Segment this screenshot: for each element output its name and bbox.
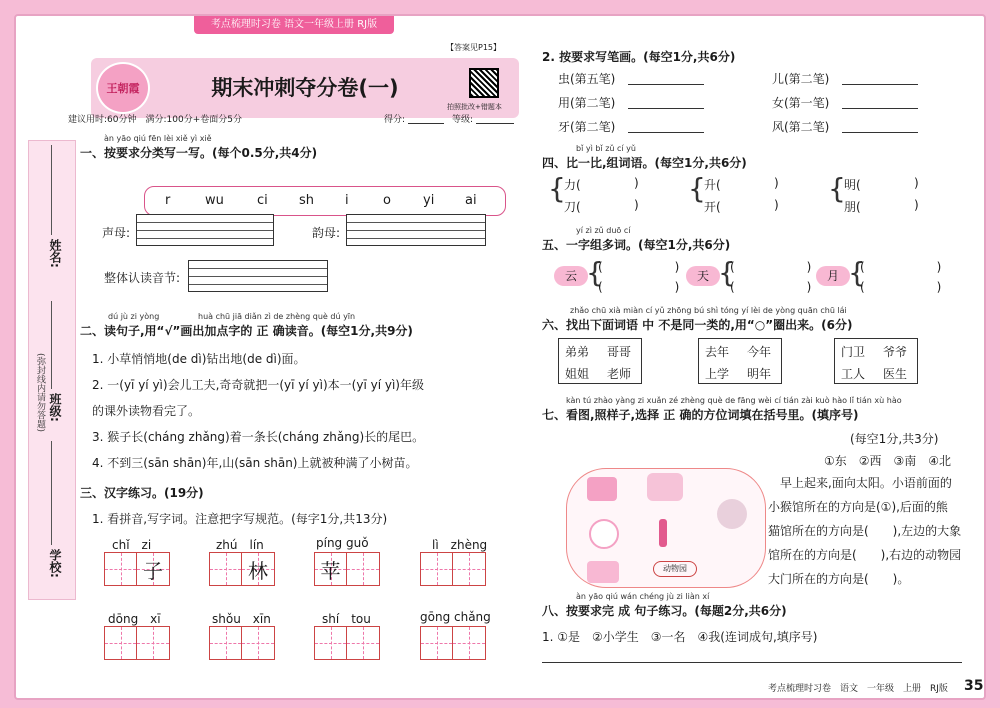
- girl-figure: [659, 519, 667, 547]
- word-item[interactable]: 今年: [747, 345, 772, 359]
- q7-line-5: 大门所在的方向是( )。: [768, 572, 910, 586]
- q2-sentence-3: 3. 猴子长(cháng zhǎng)着一条长(cháng zhǎng)长的尾巴。: [92, 430, 425, 444]
- word-item[interactable]: 门卫: [841, 345, 866, 359]
- answer-reference: 【答案见P15】: [446, 43, 502, 52]
- letter-item: i: [345, 193, 349, 208]
- tian-grid[interactable]: 苹: [314, 552, 380, 586]
- name-label: 姓名:: [48, 239, 62, 268]
- tian-pinyin: gōng chǎng: [420, 610, 491, 624]
- q8-pinyin: àn yāo qiú wán chéng jù zi liàn xí: [576, 592, 710, 601]
- compare-item: 开(: [704, 200, 721, 214]
- tian-grid[interactable]: [209, 626, 275, 660]
- q3-sub2: 2. 按要求写笔画。(每空1分,共6分): [542, 50, 736, 64]
- q7-title: 七、看图,照样子,选择 正 确的方位词填在括号里。(填序号): [542, 408, 859, 422]
- class-line[interactable]: [51, 301, 52, 389]
- q2-sentence-2: 2. 一(yī yí yì)会儿工夫,奇奇就把一(yī yí yì)本一(yī yí yì)年级: [92, 378, 424, 392]
- stroke-item: 女(第一笔): [772, 96, 830, 110]
- exam-header: [91, 58, 519, 118]
- yunmu-answer-box[interactable]: [346, 214, 486, 246]
- bear-house: [717, 499, 747, 529]
- q4-title: 四、比一比,组词语。(每空1分,共6分): [542, 156, 747, 170]
- word-item[interactable]: 明年: [747, 367, 772, 381]
- char-pill: 天: [686, 266, 720, 286]
- q6-pinyin: zhǎo chū xià miàn cí yǔ zhōng bú shì tóng yí lèi de yòng quān chū lái: [570, 306, 847, 315]
- q4-pinyin: bǐ yì bǐ zǔ cí yǔ: [576, 144, 636, 153]
- zhengti-answer-box[interactable]: [188, 260, 328, 292]
- stroke-item: 牙(第二笔): [558, 120, 616, 134]
- zhengti-label: 整体认读音节:: [104, 271, 181, 285]
- char-pill: 云: [554, 266, 588, 286]
- letter-item: wu: [205, 193, 224, 208]
- q2-sentence-1: 1. 小草悄悄地(de dì)钻出地(de dì)面。: [92, 352, 306, 366]
- word-group: [558, 338, 642, 384]
- q5-title: 五、一字组多词。(每空1分,共6分): [542, 238, 731, 252]
- letter-item: o: [383, 193, 391, 208]
- letter-item: sh: [299, 193, 315, 208]
- compare-item: 升(: [704, 178, 721, 192]
- word-item[interactable]: 爷爷: [883, 345, 908, 359]
- stroke-item: 虫(第五笔): [558, 72, 616, 86]
- word-item[interactable]: 工人: [841, 367, 866, 381]
- char-pill: 月: [816, 266, 850, 286]
- time-score-info: 建议用时:60分钟 满分:100分+卷面分5分: [68, 115, 242, 125]
- school-label: 学校:: [48, 549, 62, 578]
- q2-title: 二、读句子,用“√”画出加点字的 正 确读音。(每空1分,共9分): [80, 324, 413, 338]
- letter-item: ai: [465, 193, 477, 208]
- q6-title: 六、找出下面词语 中 不是同一类的,用“○”圈出来。(6分): [542, 318, 853, 332]
- tian-grid[interactable]: [314, 626, 380, 660]
- word-item[interactable]: 姐姐: [565, 367, 590, 381]
- q2-pinyin-a: dú jù zi yòng: [108, 312, 160, 321]
- brand-logo: 王朝霞: [96, 62, 150, 114]
- q8-title: 八、按要求完 成 句子练习。(每题2分,共6分): [542, 604, 787, 618]
- tian-pinyin: píng guǒ: [316, 536, 369, 550]
- qr-code-icon[interactable]: [469, 68, 499, 98]
- stroke-item: 儿(第二笔): [772, 72, 830, 86]
- tian-pinyin: lì zhèng: [432, 538, 488, 552]
- score-label: 得分:: [384, 115, 406, 125]
- word-item[interactable]: 上学: [705, 367, 730, 381]
- compare-item: 力(: [564, 178, 581, 192]
- q5-pinyin: yí zì zǔ duō cí: [576, 226, 631, 235]
- zoo-sign: 动物园: [653, 561, 697, 577]
- page-title: 期末冲刺夺分卷(一): [211, 76, 399, 100]
- footer-text: 考点梳理时习卷 语文 一年级 上册 RJ版: [768, 684, 948, 694]
- q1-title: 一、按要求分类写一写。(每个0.5分,共4分): [80, 146, 318, 160]
- class-label: 班级:: [48, 393, 62, 422]
- yunmu-label: 韵母:: [312, 226, 341, 240]
- zoo-illustration: [566, 468, 766, 588]
- q2-sentence-2b: 的课外读物看完了。: [92, 404, 201, 418]
- q7-line-2: 小猴馆所在的方向是(①),后面的熊: [768, 500, 948, 514]
- pig-house: [587, 561, 619, 583]
- school-line[interactable]: [51, 441, 52, 545]
- q3-title: 三、汉字练习。(19分): [80, 486, 204, 500]
- exam-sheet: 考点梳理时习卷 语文一年级上册 RJ版 姓名: 班级: 学校: (弥封线内请勿答题) 王朝霞 期末冲刺夺分卷(一) 拍照批改+错题本 【答案见P15】 建议用时:60分钟 满分:100分+卷面分5分 得分: 等级: àn yāo qiú fēn lèi xiě yì xiě 一、按要求分类写一写。(每个0.5分,共4分) r wu ci sh i o yi ai 声母: 韵母: 整体认读音节: dú jù zi yòng huà chū jiā diǎn zì de zhèng què dú yīn 二、读句子,用“√”画出加点字的 正 确读音。(每空1分,共9分) 1. 小草悄悄地(de dì)钻出地(de dì)面。 2. 一(yī yí yì)会儿工夫,奇奇就把一(yī yí yì)本一(yī yí yì)年级 的课外读物看完了。 3. 猴子长(cháng zhǎng)着一条长(cháng zhǎng)长的尾巴。 4. 不到三(sān shān)年,山(sān shān)上就被种满了小树苗。 三、汉字练习。(19分) 1. 看拼音,写字词。注意把字写规范。(每字1分,共13分) chǐ zi 子 zhú lín 林 píng guǒ 苹 lì zhèng dōng xī shǒu xīn shí tou gōng chǎng 2. 按要求写笔画。(每空1分,共6分) 虫(第五笔) 儿(第二笔) 用(第二笔) 女(第一笔) 牙(第二笔) 风(第二笔) bǐ yì bǐ zǔ cí yǔ 四、比一比,组词语。(每空1分,共6分) { 力( ) 刀( ) { 升( ) 开( ) { 明( ) 朋( ) yí zì zǔ duō cí 五、一字组多词。(每空1分,共6分) 云 { ( ) ( ) 天 { ( ) ( ) 月 { ( ) ( ) zhǎo chū xià miàn cí yǔ zhōng bú shì tóng yí lèi de yòng quān chū lái 六、找出下面词语 中 不是同一类的,用“○”圈出来。(6分) 弟弟 哥哥 姐姐 老师 去年 今年 上学 明年 门卫 爷爷 工人 医生 kàn tú zhào yàng zi xuǎn zé zhèng què de fāng wèi cí tián zài kuò hào lǐ tián xù hào 七、看图,照样子,选择 正 确的方位词填在括号里。(填序号) (每空1分,共3分) ①东 ②西 ③南 ④北 动物园 早上起来,面向太阳。小语前面的 小猴馆所在的方向是(①),后面的熊 猫馆所在的方向是( ),左边的大象 馆所在的方向是( ),右边的动物园 大门所在的方向是( )。 àn yāo qiú wán chéng jù zi liàn xí 八、按要求完 成 句子练习。(每题2分,共6分) 1. ①是 ②小学生 ③一名 ④我(连词成句,填序号) 考点梳理时习卷 语文 一年级 上册 RJ版 35: [14, 14, 986, 700]
- tian-pinyin: zhú lín: [216, 538, 264, 552]
- q7-line-4: 馆所在的方向是( ),右边的动物园: [768, 548, 962, 562]
- letters-scroll: [144, 186, 506, 216]
- tian-grid[interactable]: 子: [104, 552, 170, 586]
- word-item[interactable]: 老师: [607, 367, 632, 381]
- compare-item: 刀(: [564, 200, 581, 214]
- word-group: [834, 338, 918, 384]
- word-item[interactable]: 弟弟: [565, 345, 590, 359]
- letter-item: r: [165, 193, 171, 208]
- q7-score: (每空1分,共3分): [850, 432, 939, 446]
- compare-item: 朋(: [844, 200, 861, 214]
- q7-line-1: 早上起来,面向太阳。小语前面的: [780, 476, 952, 490]
- page-number: 35: [964, 678, 984, 694]
- student-info-strip: [28, 140, 76, 600]
- q7-options: ①东 ②西 ③南 ④北: [824, 454, 952, 468]
- letter-item: ci: [257, 193, 268, 208]
- shengmu-answer-box[interactable]: [136, 214, 274, 246]
- stroke-item: 用(第二笔): [558, 96, 616, 110]
- panda-house: [589, 519, 619, 549]
- monkey-house: [587, 477, 617, 501]
- word-item[interactable]: 医生: [883, 367, 908, 381]
- tian-grid[interactable]: [420, 626, 486, 660]
- q2-pinyin-b: huà chū jiā diǎn zì de zhèng què dú yīn: [198, 312, 356, 321]
- name-line[interactable]: [51, 145, 52, 235]
- shengmu-label: 声母:: [102, 226, 131, 240]
- q2-sentence-4: 4. 不到三(sān shān)年,山(sān shān)上就被种满了小树苗。: [92, 456, 418, 470]
- q3-sub1: 1. 看拼音,写字词。注意把字写规范。(每字1分,共13分): [92, 512, 388, 526]
- tian-pinyin: shí tou: [322, 612, 371, 626]
- tian-grid[interactable]: [420, 552, 486, 586]
- compare-item: 明(: [844, 178, 861, 192]
- letter-item: yi: [423, 193, 435, 208]
- word-group: [698, 338, 782, 384]
- tian-grid[interactable]: [104, 626, 170, 660]
- tian-pinyin: dōng xī: [108, 612, 161, 626]
- stroke-item: 风(第二笔): [772, 120, 830, 134]
- tian-pinyin: chǐ zi: [112, 538, 152, 552]
- top-bar: 考点梳理时习卷 语文一年级上册 RJ版: [194, 16, 394, 34]
- q8-sentence-1: 1. ①是 ②小学生 ③一名 ④我(连词成句,填序号): [542, 630, 818, 644]
- grade-label: 等级:: [452, 115, 474, 125]
- word-item[interactable]: 去年: [705, 345, 730, 359]
- qr-caption: 拍照批改+错题本: [447, 103, 502, 111]
- tian-grid[interactable]: 林: [209, 552, 275, 586]
- tian-pinyin: shǒu xīn: [212, 612, 271, 626]
- seal-note: (弥封线内请勿答题): [35, 353, 45, 433]
- q1-pinyin: àn yāo qiú fēn lèi xiě yì xiě: [104, 134, 212, 143]
- word-item[interactable]: 哥哥: [607, 345, 632, 359]
- q7-line-3: 猫馆所在的方向是( ),左边的大象: [768, 524, 962, 538]
- q7-pinyin: kàn tú zhào yàng zi xuǎn zé zhèng què de fāng wèi cí tián zài kuò hào lǐ tián xù hào: [566, 396, 902, 405]
- elephant-house: [647, 473, 683, 501]
